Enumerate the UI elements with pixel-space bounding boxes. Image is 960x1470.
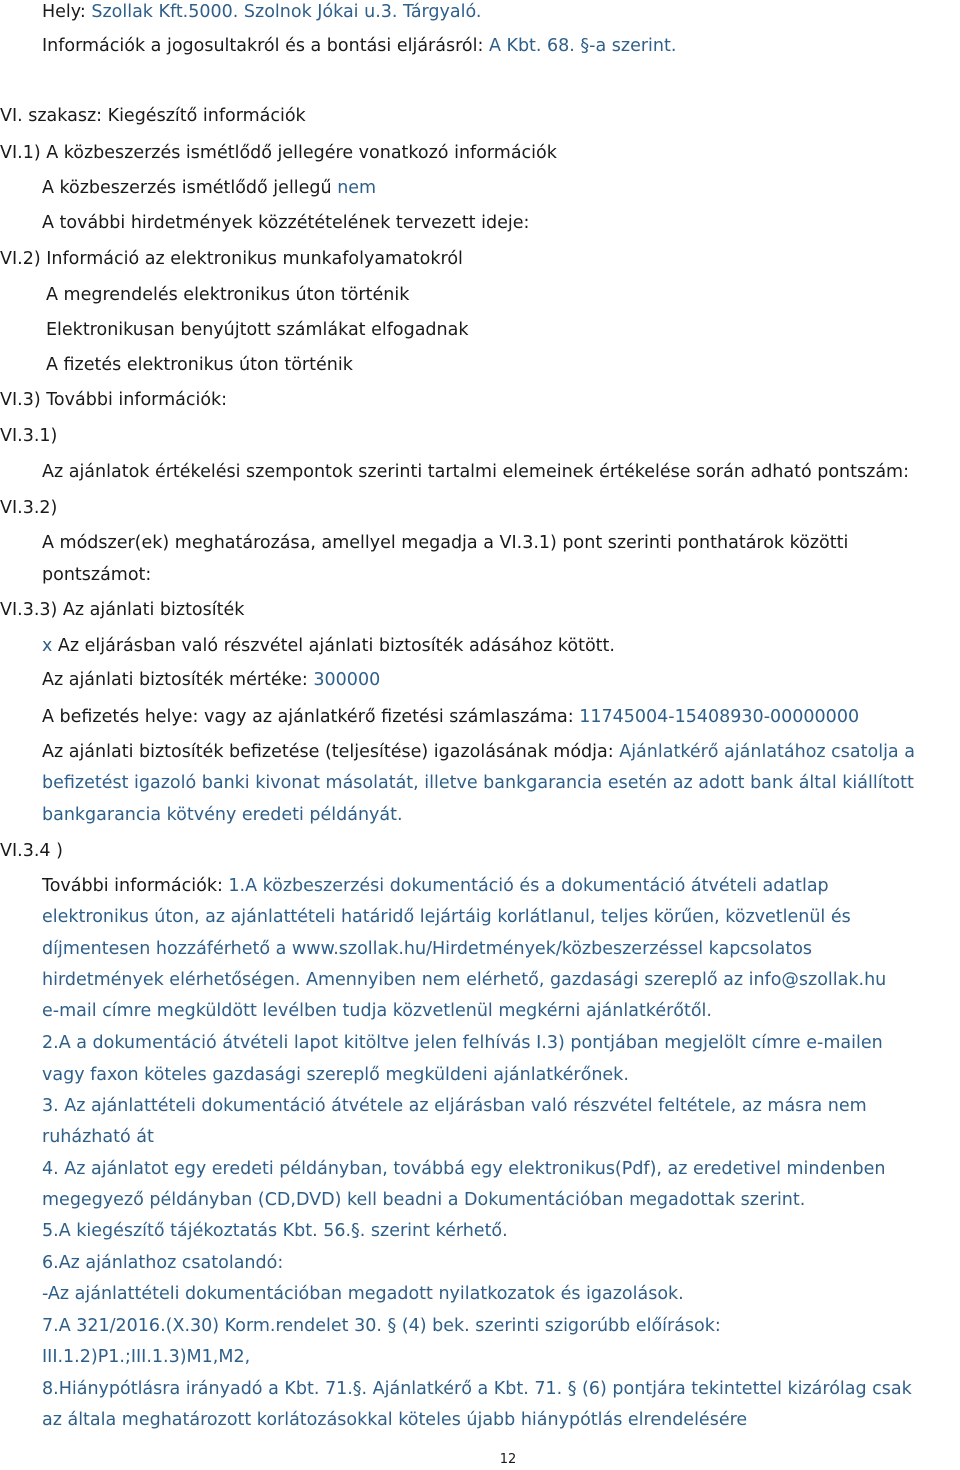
section-title: VI. szakasz: Kiegészítő információk — [0, 106, 306, 126]
vi33-check-line — [42, 634, 615, 658]
vi34-first-line — [42, 874, 829, 898]
vi1-ismetlodo-value: nem — [337, 178, 377, 198]
vi32-text-line: pontszámot: — [42, 565, 152, 585]
vi32-heading: VI.3.2) — [0, 498, 58, 518]
vi34-text-line: vagy faxon köteles gazdasági szereplő megküldeni ajánlatkérőnek. — [42, 1065, 629, 1085]
info-jogosultak-line — [42, 34, 676, 58]
vi2-item: Elektronikusan benyújtott számlákat elfogadnak — [46, 320, 469, 340]
vi3-heading: VI.3) További információk: — [0, 390, 228, 410]
vi33-igazolas-line — [42, 740, 915, 764]
vi33-befizetes-label: A befizetés helye: vagy az ajánlatkérő fizetési számlaszáma: — [42, 707, 580, 727]
vi34-heading: VI.3.4 ) — [0, 841, 63, 861]
info-jogosultak-label: Információk a jogosultakról és a bontási eljárásról: — [42, 36, 489, 56]
vi33-befizetes-value: 11745004-15408930-00000000 — [579, 707, 860, 727]
vi34-text-line: 8.Hiánypótlásra irányadó a Kbt. 71.§. Ajánlatkérő a Kbt. 71. § (6) pontjára tekintettel kizárólag csak — [42, 1379, 912, 1399]
hely-line — [42, 0, 481, 24]
vi34-text-line: az általa meghatározott korlátozásokkal köteles újabb hiánypótlás elrendelésére — [42, 1410, 748, 1430]
vi1-heading: VI.1) A közbeszerzés ismétlődő jellegére vonatkozó információk — [0, 143, 557, 163]
check-mark: x — [42, 636, 53, 656]
vi34-text-line: -Az ajánlattételi dokumentációban megadott nyilatkozatok és igazolások. — [42, 1284, 684, 1304]
vi34-text-line: 3. Az ajánlattételi dokumentáció átvétele az eljárásban való részvétel feltétele, az másra nem — [42, 1096, 867, 1116]
vi34-text-line: 4. Az ajánlatot egy eredeti példányban, továbbá egy elektronikus(Pdf), az eredetivel mindenben — [42, 1159, 886, 1179]
vi34-text-line: 6.Az ajánlathoz csatolandó: — [42, 1253, 284, 1273]
vi34-text-line: megegyező példányban (CD,DVD) kell beadni a Dokumentációban megadottak szerint. — [42, 1190, 806, 1210]
vi34-text-line: ruházható át — [42, 1127, 154, 1147]
vi2-item: A fizetés elektronikus úton történik — [46, 355, 353, 375]
vi34-text-line: 5.A kiegészítő tájékoztatás Kbt. 56.§. szerint kérhető. — [42, 1221, 508, 1241]
vi33-mertek-line — [42, 668, 380, 692]
vi31-text: Az ajánlatok értékelési szempontok szerinti tartalmi elemeinek értékelése során adható pontszám: — [42, 462, 909, 482]
vi1-ismetlodo-label: A közbeszerzés ismétlődő jellegű — [42, 178, 338, 198]
vi34-text-line: 7.A 321/2016.(X.30) Korm.rendelet 30. § (4) bek. szerinti szigorúbb előírások: — [42, 1316, 721, 1336]
vi33-mertek-value: 300000 — [313, 670, 381, 690]
vi33-mertek-label: Az ajánlati biztosíték mértéke: — [42, 670, 314, 690]
vi34-text-line: hirdetmények elérhetőségen. Amennyiben nem elérhető, gazdasági szereplő az info@szollak.hu — [42, 970, 887, 990]
hely-value: Szollak Kft.5000. Szolnok Jókai u.3. Tárgyaló. — [91, 2, 482, 22]
vi33-igazolas-line: bankgarancia kötvény eredeti példányát. — [42, 805, 403, 825]
vi34-text-line: e-mail címre megküldött levélben tudja közvetlenül megkérni ajánlatkérőtől. — [42, 1001, 712, 1021]
vi33-igazolas-value: Ajánlatkérő ajánlatához csatolja a — [619, 742, 915, 762]
vi33-check-text: Az eljárásban való részvétel ajánlati biztosíték adásához kötött. — [52, 636, 615, 656]
vi1-tervezett: A további hirdetmények közzétételének tervezett ideje: — [42, 213, 530, 233]
page-number: 12 — [499, 1452, 517, 1467]
vi33-heading: VI.3.3) Az ajánlati biztosíték — [0, 600, 245, 620]
vi33-igazolas-label: Az ajánlati biztosíték befizetése (teljesítése) igazolásának módja: — [42, 742, 620, 762]
vi2-item: A megrendelés elektronikus úton történik — [46, 285, 410, 305]
vi34-text-line: 1.A közbeszerzési dokumentáció és a dokumentáció átvételi adatlap — [228, 876, 829, 896]
hely-label: Hely: — [42, 2, 92, 22]
vi31-heading: VI.3.1) — [0, 426, 58, 446]
info-jogosultak-value: A Kbt. 68. §-a szerint. — [488, 36, 677, 56]
vi34-text-line: elektronikus úton, az ajánlattételi határidő lejártáig korlátlanul, teljes körűen, közvetlenül és — [42, 907, 851, 927]
vi33-igazolas-line: befizetést igazoló banki kivonat másolatát, illetve bankgarancia esetén az adott bank által kiállított — [42, 773, 914, 793]
vi34-label: További információk: — [42, 876, 229, 896]
vi34-text-line: díjmentesen hozzáférhető a www.szollak.hu/Hirdetmények/közbeszerzéssel kapcsolatos — [42, 939, 813, 959]
vi1-ismetlodo-line — [42, 176, 376, 200]
vi34-text-line: III.1.2)P1.;III.1.3)M1,M2, — [42, 1347, 251, 1367]
vi2-heading: VI.2) Információ az elektronikus munkafolyamatokról — [0, 249, 463, 269]
vi32-text-line: A módszer(ek) meghatározása, amellyel megadja a VI.3.1) pont szerinti ponthatárok közötti — [42, 533, 849, 553]
vi33-befizetes-line — [42, 705, 859, 729]
vi34-text-line: 2.A a dokumentáció átvételi lapot kitöltve jelen felhívás I.3) pontjában megjelölt címre e-mailen — [42, 1033, 883, 1053]
